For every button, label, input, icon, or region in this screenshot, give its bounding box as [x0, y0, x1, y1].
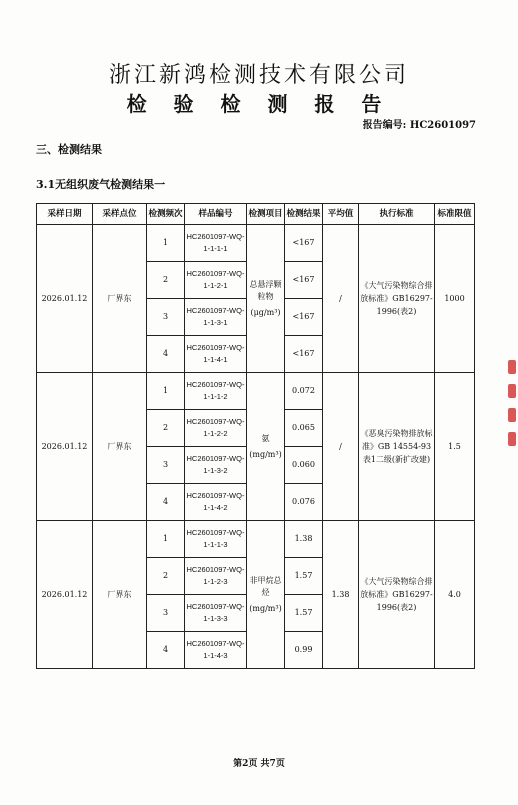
test-item-unit: (mg/m³)	[249, 603, 282, 613]
sample-id-cell: HC2601097-WQ-1-1-3-1	[185, 299, 247, 336]
table-row	[37, 521, 475, 558]
sampling-point-cell: 厂界东	[93, 373, 147, 521]
column-header: 检测频次	[147, 204, 185, 225]
limit-cell: 1.5	[435, 373, 475, 521]
result-cell: 1.38	[285, 521, 323, 558]
column-header: 采样日期	[37, 204, 93, 225]
sample-id-cell: HC2601097-WQ-1-1-3-3	[185, 595, 247, 632]
frequency-cell: 1	[147, 225, 185, 262]
subsection-heading: 3.1无组织废气检测结果一	[36, 178, 166, 191]
limit-cell: 4.0	[435, 521, 475, 669]
sampling-date-cell: 2026.01.12	[37, 225, 93, 373]
column-header: 检测结果	[285, 204, 323, 225]
sampling-point-cell: 厂界东	[93, 521, 147, 669]
average-cell: /	[323, 373, 359, 521]
result-cell: 0.076	[285, 484, 323, 521]
sample-id-cell: HC2601097-WQ-1-1-1-1	[185, 225, 247, 262]
sample-id-cell: HC2601097-WQ-1-1-1-3	[185, 521, 247, 558]
seal-mark	[508, 384, 516, 398]
standard-cell: 《大气污染物综合排放标准》GB16297-1996(表2)	[359, 225, 435, 373]
column-header: 平均值	[323, 204, 359, 225]
result-cell: 0.99	[285, 632, 323, 669]
result-cell: <167	[285, 262, 323, 299]
result-cell: 1.57	[285, 558, 323, 595]
report-number	[363, 116, 476, 131]
test-item-name: 氨	[261, 433, 270, 443]
test-item-cell	[247, 225, 285, 373]
frequency-cell: 1	[147, 521, 185, 558]
test-item-unit: (mg/m³)	[249, 449, 282, 459]
test-item-name: 总悬浮颗粒物	[249, 279, 282, 301]
sample-id-cell: HC2601097-WQ-1-1-2-1	[185, 262, 247, 299]
frequency-cell: 4	[147, 632, 185, 669]
standard-cell: 《恶臭污染物排放标准》GB 14554-93表1二级(新扩改建)	[359, 373, 435, 521]
results-table	[36, 203, 475, 669]
result-cell: <167	[285, 299, 323, 336]
seal-stamp-fragment	[506, 350, 518, 480]
standard-cell: 《大气污染物综合排放标准》GB16297-1996(表2)	[359, 521, 435, 669]
sampling-point-cell: 厂界东	[93, 225, 147, 373]
sample-id-cell: HC2601097-WQ-1-1-2-2	[185, 410, 247, 447]
frequency-cell: 3	[147, 447, 185, 484]
sample-id-cell: HC2601097-WQ-1-1-4-2	[185, 484, 247, 521]
seal-mark	[508, 432, 516, 446]
column-header: 检测项目	[247, 204, 285, 225]
test-item-name: 非甲烷总烃	[249, 575, 282, 597]
report-title: 检 验 检 测 报 告	[126, 92, 392, 116]
limit-cell: 1000	[435, 225, 475, 373]
frequency-cell: 1	[147, 373, 185, 410]
frequency-cell: 2	[147, 410, 185, 447]
frequency-cell: 4	[147, 336, 185, 373]
test-item-cell	[247, 373, 285, 521]
sample-id-cell: HC2601097-WQ-1-1-4-1	[185, 336, 247, 373]
result-cell: 0.060	[285, 447, 323, 484]
seal-mark	[508, 408, 516, 422]
frequency-cell: 2	[147, 262, 185, 299]
column-header: 采样点位	[93, 204, 147, 225]
seal-mark	[508, 360, 516, 374]
sample-id-cell: HC2601097-WQ-1-1-3-2	[185, 447, 247, 484]
average-cell: /	[323, 225, 359, 373]
report-number-value: HC2601097	[409, 120, 476, 131]
column-header: 执行标准	[359, 204, 435, 225]
average-cell: 1.38	[323, 521, 359, 669]
result-cell: 0.065	[285, 410, 323, 447]
sample-id-cell: HC2601097-WQ-1-1-1-2	[185, 373, 247, 410]
result-cell: <167	[285, 336, 323, 373]
sample-id-cell: HC2601097-WQ-1-1-2-3	[185, 558, 247, 595]
sample-id-cell: HC2601097-WQ-1-1-4-3	[185, 632, 247, 669]
test-item-unit: (μg/m³)	[250, 307, 281, 317]
report-number-label: 报告编号:	[362, 120, 407, 131]
page-footer: 第2页 共7页	[233, 759, 285, 769]
table-header-row	[37, 204, 475, 225]
column-header: 标准限值	[435, 204, 475, 225]
section-heading: 三、检测结果	[36, 143, 102, 156]
sampling-date-cell: 2026.01.12	[37, 521, 93, 669]
sampling-date-cell: 2026.01.12	[37, 373, 93, 521]
column-header: 样品编号	[185, 204, 247, 225]
company-name: 浙江新鸿检测技术有限公司	[108, 63, 409, 88]
frequency-cell: 2	[147, 558, 185, 595]
results-body	[37, 225, 475, 669]
frequency-cell: 3	[147, 299, 185, 336]
test-item-cell	[247, 521, 285, 669]
result-cell: 1.57	[285, 595, 323, 632]
result-cell: 0.072	[285, 373, 323, 410]
table-row	[37, 225, 475, 262]
frequency-cell: 4	[147, 484, 185, 521]
table-row	[37, 373, 475, 410]
result-cell: <167	[285, 225, 323, 262]
frequency-cell: 3	[147, 595, 185, 632]
